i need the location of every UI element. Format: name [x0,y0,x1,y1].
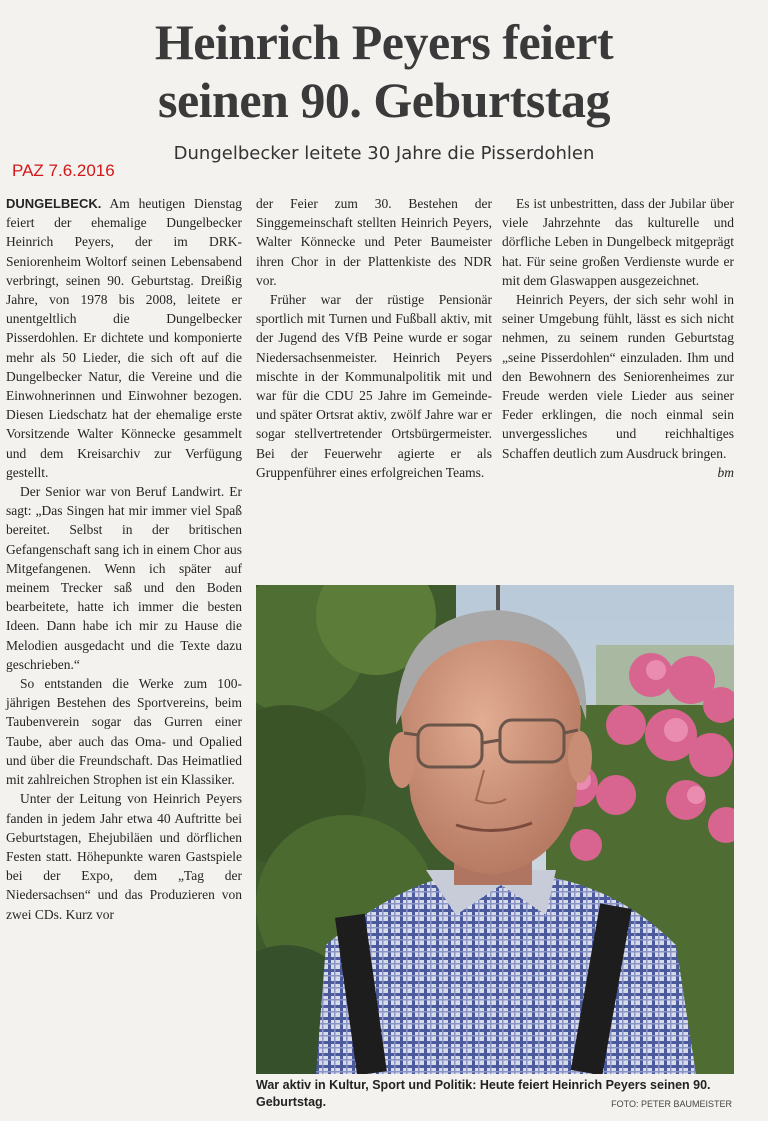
article-column-1 [6,194,242,924]
paragraph [502,290,734,480]
headline-line-2: seinen 90. Geburtstag [158,72,610,128]
photo-caption: War aktiv in Kultur, Sport und Politik: Heute feiert Heinrich Peyers seinen 90. Geburtstag. [256,1078,711,1109]
article-column-2 [256,194,492,482]
paragraph-text: Heinrich Peyers, der sich sehr wohl in seiner Umgebung fühlt, lässt es sich nicht nehmen, zu seinem runden Geburtstag „seine Pisserdohlen“ einzuladen. Ihm und den Bewohnern des Seniorenheimes zur Freude werden viele Lieder aus seiner Feder erklingen, die noch einmal sein unvergessliches und reichhaltiges Schaffen deutlich zum Ausdruck bringen. [502,292,734,461]
headline-line-1: Heinrich Peyers feiert [154,14,614,70]
photo-credit: FOTO: PETER BAUMEISTER [611,1099,732,1109]
dateline-city: DUNGELBECK. [6,196,102,211]
author-initials: bm [717,464,734,480]
portrait-photo [256,585,734,1074]
date-stamp: PAZ 7.6.2016 [12,161,115,180]
article-column-3 [502,194,734,482]
paragraph: Unter der Leitung von Heinrich Peyers fanden in jedem Jahr etwa 40 Auftritte bei Geburtstagen, Ehejubiläen und dörflichen Festen statt. Höhepunkte waren Gastspiele bei der Expo, dem „Tag der Niedersachsen“ und das Produzieren von zwei CDs. Kurz vor [6,791,242,922]
paragraph: Früher war der rüstige Pensionär sportlich mit Turnen und Fußball aktiv, mit der Jugend des VfB Peine wurde er sogar Niedersachsenmeister. Heinrich Peyers mischte in der Kommunalpolitik mit und war für die CDU 25 Jahre im Gemeinde- und später Ortsrat aktiv, zwölf Jahre war er sogar stellvertretender Ortsbürgermeister. Bei der Feuerwehr agierte er als Gruppenführer eines erfolgreichen Teams. [256,292,492,480]
paragraph: Es ist unbestritten, dass der Jubilar über viele Jahrzehnte das kulturelle und dörfliche Leben in Dungelbeck mitgeprägt hat. Für seine großen Verdienste wurde er mit dem Glaswappen ausgezeichnet. [502,196,734,288]
subheadline: Dungelbecker leitete 30 Jahre die Pisserdohlen [173,143,595,164]
paragraph: Der Senior war von Beruf Landwirt. Er sagt: „Das Singen hat mir immer viel Spaß bereitet. Selbst in der britischen Gefangenschaft sang ich in einem Chor aus Mitgefangenen. Wenn ich später auf meinem Trecker saß und den Boden bearbeitete, hatte ich immer die besten Ideen. Dann habe ich mir zu Hause die Melodien ausgedacht und die Texte dazu geschrieben.“ [6,484,242,672]
paragraph: So entstanden die Werke zum 100-jährigen Bestehen des Sportvereins, beim Taubenverein sogar das Gurren einer Taube, aber auch das Oma- und Opalied und über die Freundschaft. Das Heimatlied mit zahlreichen Strophen ist ein Klassiker. [6,676,242,788]
paragraph: der Feier zum 30. Bestehen der Singgemeinschaft stellten Heinrich Peyers, Walter Könnecke und Peter Baumeister ihren Chor in der Plattenkiste des NDR vor. [256,196,492,288]
paragraph [6,194,242,482]
paragraph-text: Am heutigen Dienstag feiert der ehemalige Dungelbecker Heinrich Peyers, der im DRK-Seniorenheim Woltorf seinen Lebensabend verbringt, seinen 90. Geburtstag. Dreißig Jahre, von 1978 bis 2008, leitete er unentgeltlich die Dungelbecker Pisserdohlen. Er dichtete und komponierte mehr als 50 Lieder, die sich oft auf die Dungelbecker Natur, die Vereine und die Einwohnerinnen und Einwohner bezogen. Diesen Liedschatz hat der ehemalige erste Vorsitzende Walter Könnecke gesammelt und dem Kreisarchiv zur Verfügung gestellt. [6,196,242,480]
